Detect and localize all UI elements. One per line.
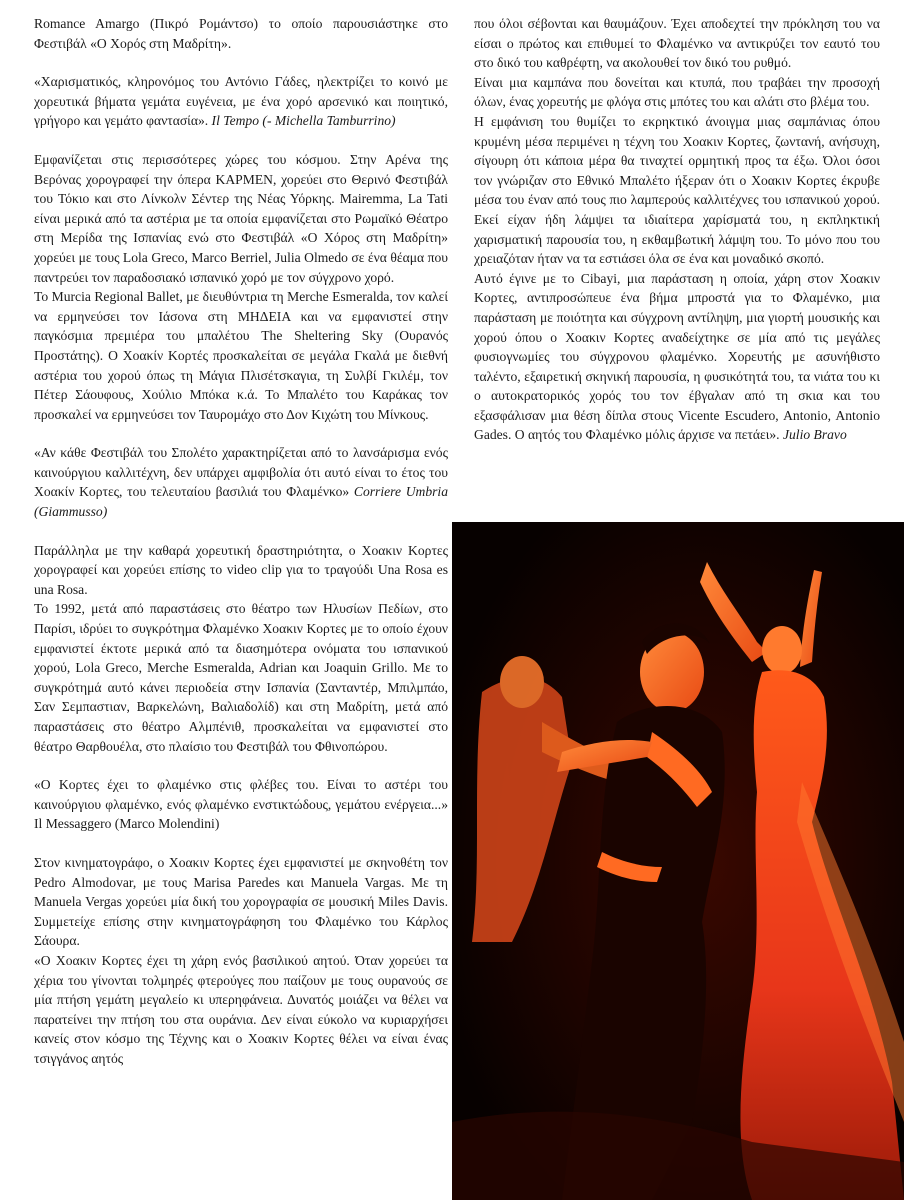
paragraph: Στον κινηματογράφο, ο Χοακιν Κορτες έχει εμφανιστεί με σκηνοθέτη τον Pedro Almodovar, με τους Marisa Paredes και Manuela Vargas. Με τη Manuela Vergas χορεύει μία δική του χορογραφία σε μουσική Miles Davis. Συμμετείχε επίσης στην κινηματογράφηση του Φλαμένκο του Κάρλος Σάουρα.: [34, 854, 448, 949]
paragraph: Η εμφάνιση του θυμίζει το εκρηκτικό άνοιγμα μιας σαμπάνιας όπου κρυμένη μέσα περιμένει η τέχνη του Χοακιν Κορτες, ζωντανή, ανήσυχη, σίγουρη ότι κάποια μέρα θα τιναχτεί ορμητική προς τα έξω. Όλοι όσοι τον γνώριζαν στο Εθνικό Μπαλέτο ήξεραν ότι ο Χοακιν Κορτες έκρυβε μέσα του έναν από τους πιο λαμπερούς καλλιτέχνες του ισπανικού χορού. Εκεί είχαν ήδη λάμψει τα ιδιαίτερα χαρίσματά του, η εκπληκτική χαρισματική παρουσία του, η εκθαμβωτική λάμψη του. Το μόνο που του χρειαζόταν ήταν να τα εστιάσει όλα σε ένα και μοναδικό σκοπό.: [474, 113, 880, 267]
paragraph: «Ο Χοακιν Κορτες έχει τη χάρη ενός βασιλικού αητού. Όταν χορεύει τα χέρια του γίνονται τολμηρές φτερούγες που παίζουν με τους ουρανούς σε μία πτήση γεμάτη μεγαλείο κι υπερηφάνεια. Δυνατός μοιάζει να θέλει να παρατείνει την πτήση του στα ουράνια. Δεν είναι εύκολο να κυριαρχήσει κανείς στον κόσμο της Τέχνης και ο Χοακιν Κορτες θέλει να είναι ένας τσιγγάνος αητός: [34, 952, 448, 1066]
photo-illustration: [452, 522, 904, 1200]
quote-il-tempo: «Χαρισματικός, κληρονόμος του Αντόνιο Γάδες, ηλεκτρίζει το κοινό με χορευτικά βήματα γεμάτα ευγένεια, με ένα χορό αρσενικό και ποιητικό, γρήγορο και γεμάτο φαντασία». Il Tempo (- Michella Tamburrino): [34, 74, 448, 129]
quote-julio-bravo: Αυτό έγινε με το Cibayi, μια παράσταση η οποία, χάρη στον Χοακιν Κορτες, αντιπροσώπευε ένα βήμα μπροστά για το Φλαμένκο, μια παράσταση με ποιότητα και σύγχρονη αντίληψη, μια γιορτή μουσικής και χορού όπου ο Χοακιν Κορτες αναδείχτηκε σε μία από τις μεγάλες φυσιογνωμίες του σύγχρονου φλαμένκο. Χορευτής με ασυνήθιστο ταλέντο, εξαιρετική σκηνική παρουσία, η φυσικότητά του, τα νιάτα του κι ο αυτοκρατορικός χορός του τον έβγαλαν από τη σκια και του εξασφάλισαν μια θέση δίπλα στους Vicente Escudero, Antonio, Antonio Gades. Ο αητός του Φλαμένκο μόλις άρχισε να πετάει». Julio Bravo: [474, 270, 880, 443]
quote-corriere-umbria: «Αν κάθε Φεστιβάλ του Σπολέτο χαρακτηρίζεται από το λανσάρισμα ενός καινούργιου καλλιτέχνη, δεν υπάρχει αμφιβολία ότι αυτό είναι το έτος του Χοακίν Κορτες, του τελευταίου βασιλιά του Φλαμένκο» Corriere Umbria (Giammusso): [34, 445, 448, 520]
paragraph: Παράλληλα με την καθαρά χορευτική δραστηριότητα, ο Χοακιν Κορτες χορογραφεί και χορεύει επίσης το video clip για το τραγούδι Una Rosa es una Rosa.: [34, 542, 448, 597]
paragraph: που όλοι σέβονται και θαυμάζουν. Έχει αποδεχτεί την πρόκληση του να είσαι ο πρώτος και επιθυμεί το Φλαμένκο να αντικρύζει τον εαυτό του στο δικό του καθρέφτη, να ακολουθεί τον δικό του ρυθμό.: [474, 16, 880, 71]
paragraph: Το 1992, μετά από παραστάσεις στο θέατρο των Ηλυσίων Πεδίων, στο Παρίσι, ιδρύει το συγκρότημα Φλαμένκο Χοακιν Κορτες με το οποίο έχουν εμφανιστεί έκτοτε μερικά από τα διασημότερα ονόματα του ισπανικού χορού, Lola Greco, Merche Esmeralda, Adrian και Joaquin Grillo. Με το συγκρότημά αυτό κάνει περιοδεία στην Ισπανία (Σανταντέρ, Μπιλμπάο, Σαν Σεμπαστιαν, Βαρκελώνη, Βαλιαδολίδ) και στη Μαδρίτη, μετά από παραστάσεις στο θέατρο Αλμπένιθ, προσκαλείται να εμφανιστεί στο θέατρο Θαρθουέλα, στο πλαίσιο του Φεστιβάλ του Φθινοπώρου.: [34, 601, 448, 754]
quote-source: Il Tempo (- Michella Tamburrino): [208, 113, 396, 129]
paragraph: Είναι μια καμπάνα που δονείται και κτυπά, που τραβάει την προσοχή όλων, ένας χορευτής με φλόγα στις μπότες του και αλάτι στο βλέμα του.: [474, 74, 880, 110]
left-text-column: [34, 14, 448, 1069]
quote-source: Il Messaggero (Marco Molendini): [34, 816, 220, 832]
paragraph: Εμφανίζεται στις περισσότερες χώρες του κόσμου. Στην Αρένα της Βερόνας χορογραφεί την όπερα ΚΑΡΜΕΝ, χορεύει στο Θερινό Φεστιβάλ του Τόκιο και στο Λίνκολν Σέντερ της Νέας Υόρκης. Mairemma, La Tati είναι μερικά από τα αστέρια με τα οποία εμφανίζεται στο Ρωμαϊκό Θέατρο στη Μερίδα της Ισπανίας ενώ στο Φεστιβάλ «Ο Χόρος στη Μαδρίτη» χορεύει με τους Lola Greco, Marco Berriel, Julia Olmedo σε ένα θέαμα που παντρεύει τον παραδοσιακό ισπανικό χορό με τον σύγχρονο χορό.: [34, 151, 448, 285]
paragraph: Το Murcia Regional Ballet, με διευθύντρια τη Merche Esmeralda, τον καλεί να ερμηνεύσει τον Ιάσονα στη ΜΗΔΕΙΑ και να εμφανιστεί στην παγκόσμια πρεμιέρα του μπαλέτου The Sheltering Sky (Ουρανός Προστάτης). Ο Χοακίν Κορτές προσκαλείται σε μεγάλα Γκαλά με διεθνή αστέρια του χορού όπως τη Μάγια Πλισέτσκαγια, τη Συλβί Γκιλέμ, τον Πέτερ Σάουφους, Χούλιο Μπόκα κ.ά. Το Μπαλέτο του Καράκας τον προσκαλεί να ερμηνεύσει τον Ταυρομάχο στο Δον Κιχώτη του Μίνκους.: [34, 289, 448, 422]
quote-il-messaggero: «Ο Κορτες έχει το φλαμένκο στις φλέβες του. Είναι το αστέρι του καινούργιου φλαμένκο, ενός φλαμένκο ενστικτώδους, γεμάτου ενέργεια...» Il Messaggero (Marco Molendini): [34, 777, 448, 832]
quote-source: Corriere Umbria (Giammusso): [34, 484, 448, 520]
flamenco-dancers-photo: [452, 522, 904, 1200]
quote-source: Julio Bravo: [779, 427, 847, 443]
paragraph: Romance Amargo (Πικρό Ρομάντσο) το οποίο παρουσιάστηκε στο Φεστιβάλ «Ο Χορός στη Μαδρίτη».: [34, 16, 448, 51]
right-text-column: [474, 14, 880, 445]
